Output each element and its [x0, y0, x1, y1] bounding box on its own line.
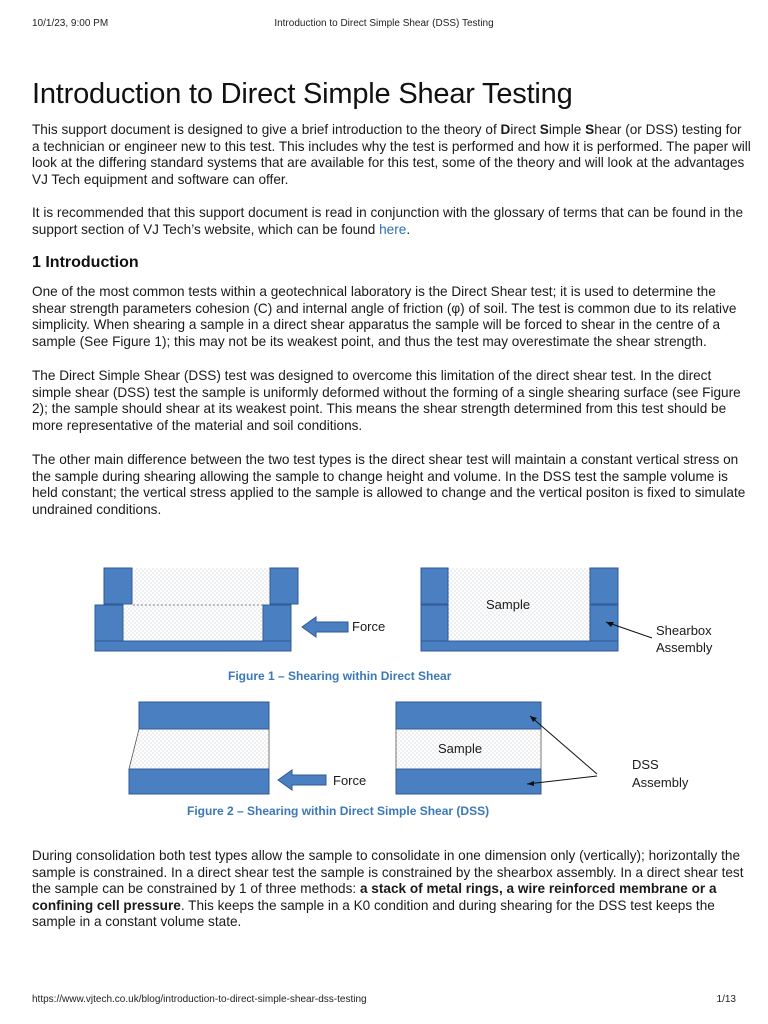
dss-sheared-sample — [129, 702, 269, 794]
direct-shear-sheared-box — [95, 568, 298, 651]
force-arrow-icon — [278, 770, 326, 790]
figure-1-caption: Figure 1 – Shearing within Direct Shear — [228, 669, 452, 683]
figure-1-assembly-label-line2: Assembly — [656, 640, 713, 655]
figure-1-assembly-label-line1: Shearbox — [656, 623, 712, 638]
here-link[interactable]: here — [379, 221, 407, 237]
figure-2-caption: Figure 2 – Shearing within Direct Simple Shear (DSS) — [187, 804, 490, 818]
page-title: Introduction to Direct Simple Shear Testing — [32, 78, 573, 110]
figure-2-force-label: Force — [333, 773, 367, 788]
section1-paragraph-1: One of the most common tests within a geotechnical laboratory is the Direct Shear test; it is used to determine the shear strength parameters cohesion (C) and internal angle of friction (φ) of soil. The test is common due to its relative simplicity. When shearing a sample in a direct shear apparatus the sample will be forced to shear in the centre of a sample (See Figure 1); this may not be its weakest point, and thus the test may overestimate the shear strength. — [32, 284, 737, 349]
section1-paragraph-3: The other main difference between the two test types is the direct shear test will maintain a constant vertical stress on the sample during shearing allowing the sample to change height and volume. In the DSS test the sample volume is held constant; the vertical stress applied to the sample is allowed to change and the vertical positon is fixed to simulate undrained conditions. — [32, 452, 746, 517]
figure-2-dss-diagram — [0, 696, 768, 826]
force-arrow-icon — [302, 617, 348, 637]
figure-2-assembly-label-line1: DSS — [632, 757, 659, 772]
figure-1-sample-label: Sample — [486, 597, 531, 612]
section1-paragraph-2: The Direct Simple Shear (DSS) test was designed to overcome this limitation of the direct shear test. In the direct simple shear (DSS) test the sample is uniformly deformed without the forming of a single shearing surface (see Figure 2); the sample should shear at its weakest point. This means the shear strength determined from this test should be more representative of the material and soil conditions. — [32, 368, 741, 433]
figure-1-force-label: Force — [352, 619, 386, 634]
print-datetime: 10/1/23, 9:00 PM — [32, 18, 109, 29]
section1-paragraph-4: During consolidation both test types allow the sample to consolidate in one dimension only (vertically); horizontally the sample is constrained. In a direct shear test the sample is constrained by the shearbox assembly. In a direct shear test the sample can be constrained by 1 of three methods: a stack of metal rings, a wire reinforced membrane or a confining cell pressure. This keeps the sample in a K0 condition and during shearing for the DSS test keeps the sample in a constant volume state. — [32, 848, 744, 930]
intro-paragraph-1: This support document is designed to give a brief introduction to the theory of Direct Simple Shear (or DSS) testing for a technician or engineer new to this test. This includes why the test is performed and how it is performed. The paper will look at the differing standard systems that are available for this test, some of the theory and will look at the advantages VJ Tech equipment and software can offer. — [32, 122, 751, 187]
section-heading-introduction: 1 Introduction — [32, 254, 139, 271]
figure-2-assembly-label-line2: Assembly — [632, 775, 689, 790]
print-page-title: Introduction to Direct Simple Shear (DSS) Testing — [274, 18, 494, 29]
figure-1-direct-shear-diagram — [0, 560, 768, 690]
print-page-number: 1/13 — [716, 994, 736, 1005]
print-footer-url: https://www.vjtech.co.uk/blog/introduction-to-direct-simple-shear-dss-testing — [32, 994, 367, 1005]
figure-2-sample-label: Sample — [438, 741, 483, 756]
intro-paragraph-2: It is recommended that this support document is read in conjunction with the glossary of terms that can be found in the support section of VJ Tech’s website, which can be found here. — [32, 205, 744, 237]
